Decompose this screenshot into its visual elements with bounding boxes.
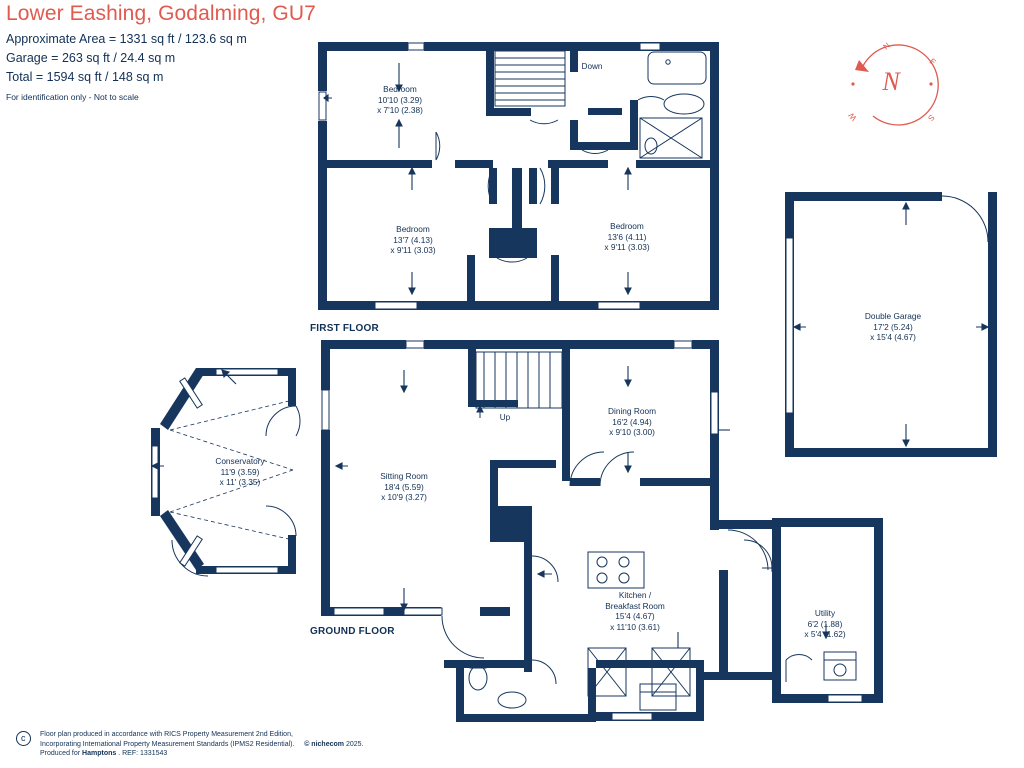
window <box>404 608 442 615</box>
window <box>406 341 424 348</box>
wall-segment <box>874 518 883 702</box>
wall-segment <box>785 448 997 457</box>
wall-segment <box>321 340 330 390</box>
wall-segment <box>455 160 493 168</box>
wall-segment <box>467 255 475 301</box>
room-label-conservatory: Conservatory 11'9 (3.59) x 11' (3.35) <box>215 456 265 487</box>
garage-door <box>786 238 793 413</box>
wall-segment <box>710 510 719 530</box>
copyright-owner: © nichecom <box>304 740 344 748</box>
room-label-dining-room: Dining Room 16'2 (4.94) x 9'10 (3.00) <box>608 406 656 437</box>
footer-text <box>40 730 363 759</box>
ground-floor-label: GROUND FLOOR <box>310 626 395 637</box>
room-label-kitchen-breakfast-room: Kitchen / Breakfast Room 15'4 (4.67) x 11'10 (3.61) <box>605 590 665 632</box>
garage-area-text: Garage = 263 sq ft / 24.4 sq m <box>6 51 176 65</box>
wall-segment <box>456 660 464 722</box>
wall-segment <box>551 255 559 301</box>
room-label-bedroom-2: Bedroom 13'7 (4.13) x 9'11 (3.03) <box>390 224 436 255</box>
room-label-utility: Utility 6'2 (1.88) x 5'4 (1.62) <box>804 608 846 639</box>
wall-segment <box>424 340 674 349</box>
wall-segment <box>318 42 408 51</box>
wall-segment <box>468 349 476 407</box>
approx-area-text: Approximate Area = 1331 sq ft / 123.6 sq m <box>6 32 247 46</box>
wall-segment <box>321 340 406 349</box>
first-floor-label: FIRST FLOOR <box>310 323 379 334</box>
wall-segment <box>640 478 715 486</box>
utility-fittings <box>786 652 856 682</box>
compass-rose <box>845 38 940 133</box>
bathroom-fittings-first-floor <box>640 52 706 158</box>
room-label-sitting-room: Sitting Room 18'4 (5.59) x 10'9 (3.27) <box>380 471 428 502</box>
room-label-bedroom-3: Bedroom 13'6 (4.11) x 9'11 (3.03) <box>604 221 650 252</box>
window <box>319 92 326 120</box>
wall-segment <box>785 192 942 201</box>
wall-segment <box>318 121 327 310</box>
svg-text:N: N <box>882 67 900 96</box>
stairs-up-label: Up <box>499 413 511 422</box>
wall-segment <box>988 192 997 457</box>
footer-line-1: Floor plan produced in accordance with RICS Property Measurement 2nd Edition, <box>40 731 293 738</box>
wall-segment <box>719 570 728 680</box>
compass-w-label: W <box>846 110 859 123</box>
wall-segment <box>596 660 704 668</box>
window <box>322 390 329 430</box>
wall-segment <box>529 168 537 204</box>
wall-segment <box>512 168 522 228</box>
copyright-icon <box>16 731 31 746</box>
wall-segment <box>578 142 638 150</box>
door-swing <box>172 406 772 684</box>
wall-segment <box>551 168 559 204</box>
window <box>674 341 692 348</box>
total-area-text: Total = 1594 sq ft / 148 sq m <box>6 70 164 84</box>
room-label-double-garage: Double Garage 17'2 (5.24) x 15'4 (4.67) <box>864 311 922 342</box>
window <box>828 695 862 702</box>
window <box>408 43 424 50</box>
wall-segment <box>456 714 596 722</box>
room-label-bedroom-1: Bedroom 10'10 (3.29) x 7'10 (2.38) <box>377 84 423 115</box>
staircase-first-floor <box>495 51 565 106</box>
wall-segment <box>636 160 719 168</box>
compass-n-label: N <box>881 40 892 52</box>
wall-segment <box>486 108 531 116</box>
wall-segment <box>630 100 638 150</box>
wall-segment <box>480 607 510 616</box>
wall-segment <box>327 160 432 168</box>
wall-segment <box>498 460 556 468</box>
wall-segment <box>486 51 494 108</box>
wall-segment <box>548 160 608 168</box>
wall-segment <box>321 430 330 615</box>
wall-segment <box>490 460 498 506</box>
compass-e-label: E <box>927 56 938 67</box>
wall-segment <box>588 108 622 115</box>
window <box>598 302 640 309</box>
wall-segment <box>524 542 532 617</box>
wall-segment <box>570 120 578 150</box>
window <box>640 43 660 50</box>
door-swing <box>942 196 988 242</box>
wall-segment <box>710 42 719 310</box>
wall-segment <box>562 349 570 459</box>
wall-segment <box>489 228 537 258</box>
wall-segment <box>476 400 518 407</box>
compass-s-label: S <box>926 112 937 123</box>
footer-line-2: Incorporating International Property Measurement Standards (IPMS2 Residential). © nichecom 2025. <box>40 740 364 748</box>
cloakroom-fittings <box>469 662 526 708</box>
wall-segment <box>570 478 600 486</box>
window <box>375 302 417 309</box>
window <box>711 392 718 434</box>
stairs-down-label: Down <box>581 62 603 71</box>
wall-segment <box>704 672 774 680</box>
wall-segment <box>490 506 532 542</box>
window <box>612 713 652 720</box>
disclaimer-text: For identification only - Not to scale <box>6 92 139 102</box>
wall-segment <box>318 42 327 91</box>
wall-segment <box>719 520 773 529</box>
wall-segment <box>562 459 570 481</box>
footer-line-3: Produced for Hamptons . REF: 1331543 <box>40 750 168 757</box>
wall-segment <box>696 660 704 716</box>
wall-segment <box>570 42 578 72</box>
dimension-arrows <box>322 63 631 294</box>
wall-segment <box>772 518 882 527</box>
page-title: Lower Eashing, Godalming, GU7 <box>6 2 316 25</box>
staircase-ground-floor <box>476 352 562 418</box>
window <box>334 608 384 615</box>
